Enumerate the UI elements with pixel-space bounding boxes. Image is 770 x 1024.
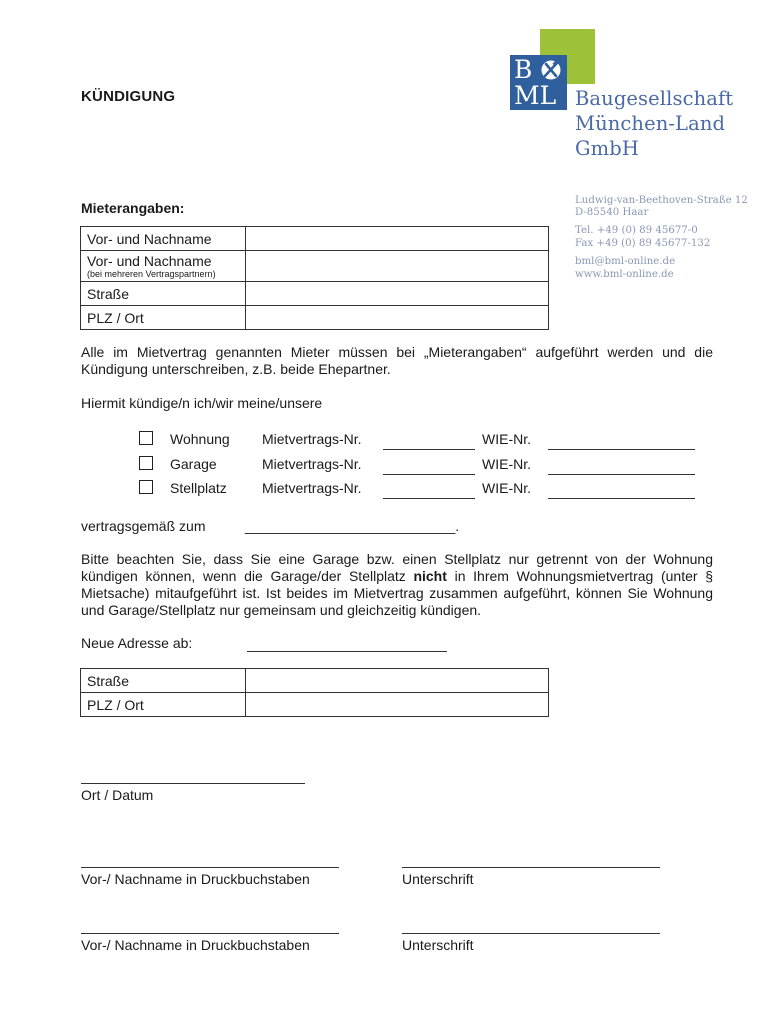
option-stellplatz-contract-label: Mietvertrags-Nr. xyxy=(262,480,362,496)
tenant-heading: Mieterangaben: xyxy=(81,200,185,216)
company-name-line-3: GmbH xyxy=(575,137,639,160)
garage-note-part1: Bitte beachten Sie, dass Sie eine Garage bzw. einen Stellplatz nur getrennt von der Wohnung kündigen können, wenn die Garage/der Stellplatz xyxy=(81,551,713,584)
option-wohnung-contract-label: Mietvertrags-Nr. xyxy=(262,431,362,447)
new-address-date-field[interactable] xyxy=(247,651,447,652)
address-city: D-85540 Haar xyxy=(575,207,649,218)
signature-2-line[interactable] xyxy=(402,933,660,934)
new-street-label: Straße xyxy=(81,669,246,693)
hammer-wrench-icon xyxy=(540,58,562,82)
tenant-city-field[interactable] xyxy=(246,306,549,330)
cancel-intro: Hiermit kündige/n ich/wir meine/unsere xyxy=(81,395,323,411)
option-stellplatz-wie-field[interactable] xyxy=(548,498,695,499)
option-stellplatz-contract-field[interactable] xyxy=(383,498,475,499)
tenant-name2-note: (bei mehreren Vertragspartnern) xyxy=(87,268,216,279)
note-all-tenants: Alle im Mietvertrag genannten Mieter müssen bei „Mieterangaben“ aufgeführt werden und die Kündigung unterschreiben, z.B. beide Ehepartner. xyxy=(81,344,713,377)
termination-date-field[interactable]: ___________________________. xyxy=(245,518,460,534)
logo-letters-ml: ML xyxy=(514,81,557,110)
new-address-table xyxy=(80,668,549,717)
logo xyxy=(510,55,567,110)
tenant-street-field[interactable] xyxy=(246,282,549,306)
signature-2-label: Unterschrift xyxy=(402,937,474,953)
print-name-1-line[interactable] xyxy=(81,867,339,868)
option-wohnung-label: Wohnung xyxy=(170,431,230,447)
place-date-line[interactable] xyxy=(81,783,305,784)
signature-1-label: Unterschrift xyxy=(402,871,474,887)
new-address-label: Neue Adresse ab: xyxy=(81,635,193,651)
option-garage-contract-field[interactable] xyxy=(383,474,475,475)
print-name-2-line[interactable] xyxy=(81,933,339,934)
tenant-name1-field[interactable] xyxy=(246,227,549,251)
option-wohnung-wie-label: WIE-Nr. xyxy=(482,431,531,447)
option-garage-wie-label: WIE-Nr. xyxy=(482,456,531,472)
page-title: KÜNDIGUNG xyxy=(81,88,176,105)
print-name-2-label: Vor-/ Nachname in Druckbuchstaben xyxy=(81,937,310,953)
checkbox-stellplatz[interactable] xyxy=(139,480,153,494)
new-street-field[interactable] xyxy=(246,669,549,693)
tenant-name2-label-text: Vor- und Nachname xyxy=(87,252,212,269)
company-name-line-1: Baugesellschaft xyxy=(575,87,734,110)
tenant-table xyxy=(80,226,549,330)
option-garage-label: Garage xyxy=(170,456,217,472)
address-tel: Tel. +49 (0) 89 45677-0 xyxy=(575,225,698,236)
option-garage-wie-field[interactable] xyxy=(548,474,695,475)
tenant-name2-field[interactable] xyxy=(246,251,549,282)
place-date-label: Ort / Datum xyxy=(81,787,154,803)
address-email[interactable]: bml@bml-online.de xyxy=(575,256,676,267)
address-web[interactable]: www.bml-online.de xyxy=(575,269,674,280)
garage-note-part2: in Ihrem Wohnungsmietvertrag (unter § Mietsache) mitaufgeführt ist. Ist beides im Mietvertrag zusammen aufgeführt, können Sie Wohnung und Garage/Stellplatz nur gemeinsam und gleichzeitig kündigen. xyxy=(81,568,713,618)
print-name-1-label: Vor-/ Nachname in Druckbuchstaben xyxy=(81,871,310,887)
logo-letter-b: B xyxy=(514,55,533,84)
option-stellplatz-wie-label: WIE-Nr. xyxy=(482,480,531,496)
tenant-name1-label: Vor- und Nachname xyxy=(81,227,246,251)
signature-1-line[interactable] xyxy=(402,867,660,868)
option-wohnung-contract-field[interactable] xyxy=(383,449,475,450)
new-city-label: PLZ / Ort xyxy=(81,693,246,717)
tenant-name2-label xyxy=(81,251,246,282)
option-garage-contract-label: Mietvertrags-Nr. xyxy=(262,456,362,472)
tenant-street-label: Straße xyxy=(81,282,246,306)
garage-note xyxy=(81,551,713,619)
checkbox-wohnung[interactable] xyxy=(139,431,153,445)
company-name-line-2: München-Land xyxy=(575,112,726,135)
tenant-city-label: PLZ / Ort xyxy=(81,306,246,330)
new-city-field[interactable] xyxy=(246,693,549,717)
option-wohnung-wie-field[interactable] xyxy=(548,449,695,450)
termination-label: vertragsgemäß zum xyxy=(81,518,206,534)
address-fax: Fax +49 (0) 89 45677-132 xyxy=(575,238,711,249)
company-name xyxy=(575,86,733,161)
checkbox-garage[interactable] xyxy=(139,456,153,470)
garage-note-bold: nicht xyxy=(413,568,447,584)
option-stellplatz-label: Stellplatz xyxy=(170,480,227,496)
address-street: Ludwig-van-Beethoven-Straße 12 xyxy=(575,195,748,206)
